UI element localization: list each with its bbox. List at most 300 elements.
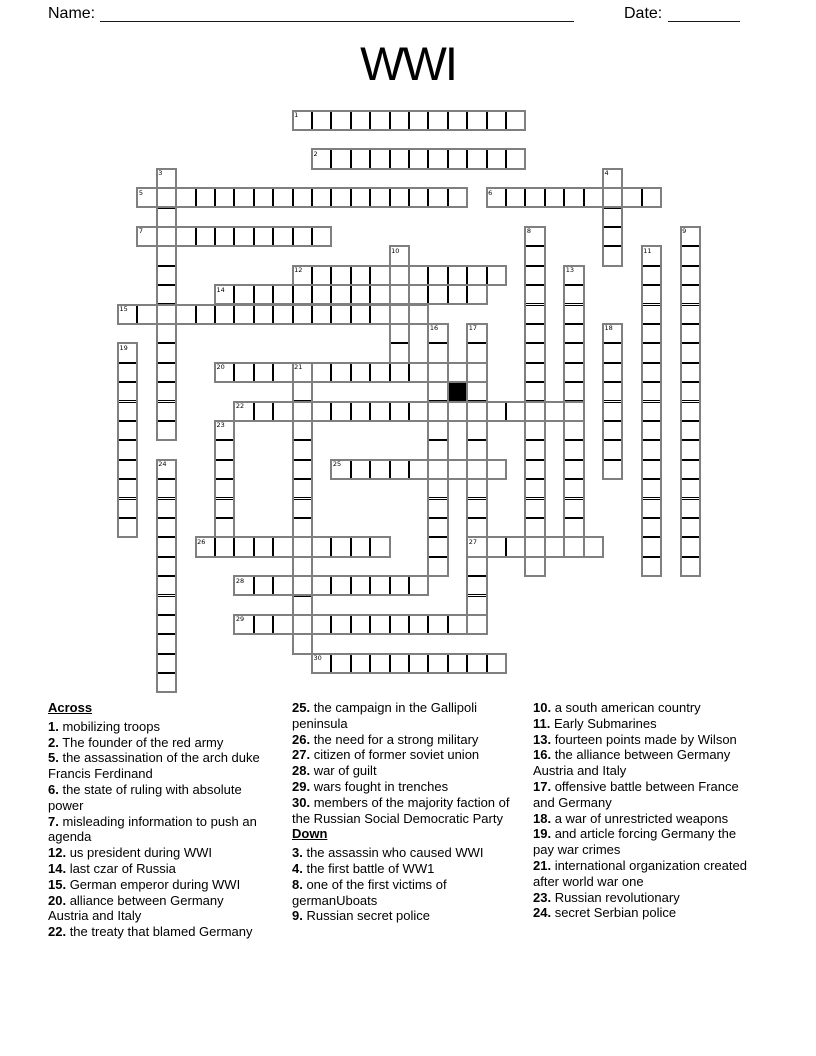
grid-cell[interactable] bbox=[273, 305, 292, 324]
grid-cell[interactable] bbox=[467, 285, 486, 304]
grid-cell[interactable] bbox=[603, 382, 622, 401]
grid-cell[interactable] bbox=[603, 402, 622, 421]
grid-cell[interactable] bbox=[312, 111, 331, 130]
grid-cell[interactable] bbox=[157, 557, 176, 576]
grid-cell[interactable] bbox=[448, 654, 467, 673]
grid-cell[interactable] bbox=[564, 363, 583, 382]
grid-cell[interactable] bbox=[467, 654, 486, 673]
grid-cell[interactable] bbox=[312, 305, 331, 324]
grid-cell[interactable] bbox=[370, 149, 389, 168]
grid-cell[interactable] bbox=[428, 499, 447, 518]
grid-cell[interactable] bbox=[564, 188, 583, 207]
grid-cell[interactable] bbox=[137, 227, 156, 246]
grid-cell[interactable] bbox=[331, 149, 350, 168]
grid-cell[interactable] bbox=[312, 227, 331, 246]
grid-cell[interactable] bbox=[293, 111, 312, 130]
grid-cell[interactable] bbox=[506, 402, 525, 421]
grid-cell[interactable] bbox=[234, 615, 253, 634]
grid-cell[interactable] bbox=[293, 440, 312, 459]
grid-cell[interactable] bbox=[545, 402, 564, 421]
grid-cell[interactable] bbox=[681, 382, 700, 401]
grid-cell[interactable] bbox=[390, 149, 409, 168]
grid-cell[interactable] bbox=[293, 402, 312, 421]
grid-cell[interactable] bbox=[215, 421, 234, 440]
grid-cell[interactable] bbox=[331, 615, 350, 634]
grid-cell[interactable] bbox=[196, 188, 215, 207]
grid-cell[interactable] bbox=[215, 460, 234, 479]
grid-cell[interactable] bbox=[351, 460, 370, 479]
grid-cell[interactable] bbox=[390, 402, 409, 421]
grid-cell[interactable] bbox=[312, 402, 331, 421]
grid-cell[interactable] bbox=[118, 460, 137, 479]
grid-cell[interactable] bbox=[642, 363, 661, 382]
grid-cell[interactable] bbox=[370, 188, 389, 207]
grid-cell[interactable] bbox=[409, 402, 428, 421]
grid-cell[interactable] bbox=[467, 149, 486, 168]
grid-cell[interactable] bbox=[215, 285, 234, 304]
grid-cell[interactable] bbox=[467, 363, 486, 382]
grid-cell[interactable] bbox=[409, 576, 428, 595]
grid-cell[interactable] bbox=[487, 149, 506, 168]
grid-cell[interactable] bbox=[273, 363, 292, 382]
grid-cell[interactable] bbox=[215, 227, 234, 246]
grid-cell[interactable] bbox=[331, 460, 350, 479]
grid-cell[interactable] bbox=[196, 305, 215, 324]
grid-cell[interactable] bbox=[331, 402, 350, 421]
grid-cell[interactable] bbox=[428, 382, 447, 401]
grid-cell[interactable] bbox=[351, 654, 370, 673]
grid-cell[interactable] bbox=[525, 440, 544, 459]
grid-cell[interactable] bbox=[157, 673, 176, 692]
grid-cell[interactable] bbox=[506, 149, 525, 168]
grid-cell[interactable] bbox=[525, 421, 544, 440]
grid-cell[interactable] bbox=[273, 285, 292, 304]
grid-cell[interactable] bbox=[157, 324, 176, 343]
grid-cell[interactable] bbox=[428, 111, 447, 130]
grid-cell[interactable] bbox=[196, 227, 215, 246]
grid-cell[interactable] bbox=[157, 421, 176, 440]
grid-cell[interactable] bbox=[273, 188, 292, 207]
grid-cell[interactable] bbox=[525, 227, 544, 246]
grid-cell[interactable] bbox=[118, 343, 137, 362]
grid-cell[interactable] bbox=[642, 305, 661, 324]
grid-cell[interactable] bbox=[331, 305, 350, 324]
grid-cell[interactable] bbox=[467, 499, 486, 518]
grid-cell[interactable] bbox=[234, 227, 253, 246]
grid-cell[interactable] bbox=[390, 246, 409, 265]
grid-cell[interactable] bbox=[331, 188, 350, 207]
grid-cell[interactable] bbox=[564, 402, 583, 421]
grid-cell[interactable] bbox=[370, 111, 389, 130]
grid-cell[interactable] bbox=[293, 421, 312, 440]
grid-cell[interactable] bbox=[564, 324, 583, 343]
grid-cell[interactable] bbox=[293, 518, 312, 537]
grid-cell[interactable] bbox=[254, 402, 273, 421]
grid-cell[interactable] bbox=[428, 518, 447, 537]
grid-cell[interactable] bbox=[525, 479, 544, 498]
grid-cell[interactable] bbox=[487, 188, 506, 207]
grid-cell[interactable] bbox=[467, 537, 486, 556]
grid-cell[interactable] bbox=[351, 111, 370, 130]
grid-cell[interactable] bbox=[681, 460, 700, 479]
grid-cell[interactable] bbox=[564, 537, 583, 556]
grid-cell[interactable] bbox=[118, 440, 137, 459]
grid-cell[interactable] bbox=[293, 305, 312, 324]
grid-cell[interactable] bbox=[157, 305, 176, 324]
grid-cell[interactable] bbox=[312, 363, 331, 382]
grid-cell[interactable] bbox=[273, 537, 292, 556]
grid-cell[interactable] bbox=[390, 266, 409, 285]
grid-cell[interactable] bbox=[390, 285, 409, 304]
grid-cell[interactable] bbox=[545, 188, 564, 207]
grid-cell[interactable] bbox=[642, 499, 661, 518]
grid-cell[interactable] bbox=[312, 188, 331, 207]
grid-cell[interactable] bbox=[370, 537, 389, 556]
grid-cell[interactable] bbox=[331, 654, 350, 673]
grid-cell[interactable] bbox=[254, 305, 273, 324]
grid-cell[interactable] bbox=[157, 460, 176, 479]
grid-cell[interactable] bbox=[331, 363, 350, 382]
grid-cell[interactable] bbox=[506, 111, 525, 130]
grid-cell[interactable] bbox=[467, 343, 486, 362]
grid-cell[interactable] bbox=[428, 266, 447, 285]
grid-cell[interactable] bbox=[681, 557, 700, 576]
grid-cell[interactable] bbox=[428, 421, 447, 440]
grid-cell[interactable] bbox=[312, 654, 331, 673]
grid-cell[interactable] bbox=[390, 460, 409, 479]
grid-cell[interactable] bbox=[487, 537, 506, 556]
grid-cell[interactable] bbox=[467, 266, 486, 285]
grid-cell[interactable] bbox=[157, 266, 176, 285]
grid-cell[interactable] bbox=[603, 363, 622, 382]
grid-cell[interactable] bbox=[603, 440, 622, 459]
grid-cell[interactable] bbox=[409, 654, 428, 673]
grid-cell[interactable] bbox=[467, 460, 486, 479]
grid-cell[interactable] bbox=[254, 615, 273, 634]
grid-cell[interactable] bbox=[525, 402, 544, 421]
grid-cell[interactable] bbox=[428, 615, 447, 634]
grid-cell[interactable] bbox=[293, 363, 312, 382]
grid-cell[interactable] bbox=[351, 285, 370, 304]
grid-cell[interactable] bbox=[428, 440, 447, 459]
grid-cell[interactable] bbox=[525, 285, 544, 304]
grid-cell[interactable] bbox=[448, 266, 467, 285]
grid-cell[interactable] bbox=[681, 421, 700, 440]
grid-cell[interactable] bbox=[234, 576, 253, 595]
grid-cell[interactable] bbox=[215, 537, 234, 556]
grid-cell[interactable] bbox=[506, 537, 525, 556]
grid-cell[interactable] bbox=[467, 518, 486, 537]
grid-cell[interactable] bbox=[603, 227, 622, 246]
grid-cell[interactable] bbox=[448, 402, 467, 421]
grid-cell[interactable] bbox=[564, 518, 583, 537]
grid-cell[interactable] bbox=[312, 615, 331, 634]
grid-cell[interactable] bbox=[234, 402, 253, 421]
grid-cell[interactable] bbox=[642, 188, 661, 207]
grid-cell[interactable] bbox=[370, 654, 389, 673]
grid-cell[interactable] bbox=[293, 285, 312, 304]
grid-cell[interactable] bbox=[293, 227, 312, 246]
grid-cell[interactable] bbox=[564, 440, 583, 459]
grid-cell[interactable] bbox=[428, 285, 447, 304]
grid-cell[interactable] bbox=[118, 421, 137, 440]
grid-cell[interactable] bbox=[118, 499, 137, 518]
grid-cell[interactable] bbox=[603, 421, 622, 440]
grid-cell[interactable] bbox=[157, 169, 176, 188]
grid-cell[interactable] bbox=[293, 460, 312, 479]
grid-cell[interactable] bbox=[642, 266, 661, 285]
grid-cell[interactable] bbox=[642, 285, 661, 304]
grid-cell[interactable] bbox=[409, 188, 428, 207]
grid-cell[interactable] bbox=[603, 343, 622, 362]
grid-cell[interactable] bbox=[428, 188, 447, 207]
grid-cell[interactable] bbox=[351, 537, 370, 556]
grid-cell[interactable] bbox=[157, 537, 176, 556]
grid-cell[interactable] bbox=[157, 363, 176, 382]
grid-cell[interactable] bbox=[622, 188, 641, 207]
grid-cell[interactable] bbox=[390, 111, 409, 130]
grid-cell[interactable] bbox=[467, 576, 486, 595]
grid-cell[interactable] bbox=[254, 363, 273, 382]
grid-cell[interactable] bbox=[681, 246, 700, 265]
grid-cell[interactable] bbox=[293, 615, 312, 634]
grid-cell[interactable] bbox=[525, 266, 544, 285]
grid-cell[interactable] bbox=[642, 479, 661, 498]
grid-cell[interactable] bbox=[157, 208, 176, 227]
grid-cell[interactable] bbox=[428, 479, 447, 498]
grid-cell[interactable] bbox=[254, 285, 273, 304]
grid-cell[interactable] bbox=[351, 149, 370, 168]
grid-cell[interactable] bbox=[642, 518, 661, 537]
grid-cell[interactable] bbox=[157, 227, 176, 246]
grid-cell[interactable] bbox=[234, 305, 253, 324]
grid-cell[interactable] bbox=[157, 634, 176, 653]
grid-cell[interactable] bbox=[448, 188, 467, 207]
grid-cell[interactable] bbox=[293, 266, 312, 285]
grid-cell[interactable] bbox=[390, 654, 409, 673]
grid-cell[interactable] bbox=[409, 111, 428, 130]
grid-cell[interactable] bbox=[312, 149, 331, 168]
grid-cell[interactable] bbox=[254, 576, 273, 595]
grid-cell[interactable] bbox=[564, 285, 583, 304]
grid-cell[interactable] bbox=[390, 615, 409, 634]
grid-cell[interactable] bbox=[351, 576, 370, 595]
grid-cell[interactable] bbox=[234, 537, 253, 556]
grid-cell[interactable] bbox=[642, 537, 661, 556]
grid-cell[interactable] bbox=[525, 537, 544, 556]
grid-cell[interactable] bbox=[506, 188, 525, 207]
grid-cell[interactable] bbox=[351, 266, 370, 285]
grid-cell[interactable] bbox=[525, 460, 544, 479]
grid-cell[interactable] bbox=[370, 285, 389, 304]
grid-cell[interactable] bbox=[409, 285, 428, 304]
grid-cell[interactable] bbox=[370, 615, 389, 634]
grid-cell[interactable] bbox=[467, 324, 486, 343]
grid-cell[interactable] bbox=[390, 363, 409, 382]
grid-cell[interactable] bbox=[603, 246, 622, 265]
grid-cell[interactable] bbox=[215, 188, 234, 207]
grid-cell[interactable] bbox=[428, 654, 447, 673]
grid-cell[interactable] bbox=[215, 440, 234, 459]
grid-cell[interactable] bbox=[215, 363, 234, 382]
grid-cell[interactable] bbox=[428, 460, 447, 479]
grid-cell[interactable] bbox=[390, 576, 409, 595]
grid-cell[interactable] bbox=[390, 305, 409, 324]
grid-cell[interactable] bbox=[487, 654, 506, 673]
grid-cell[interactable] bbox=[467, 596, 486, 615]
grid-cell[interactable] bbox=[564, 460, 583, 479]
grid-cell[interactable] bbox=[642, 421, 661, 440]
grid-cell[interactable] bbox=[118, 402, 137, 421]
grid-cell[interactable] bbox=[564, 343, 583, 362]
grid-cell[interactable] bbox=[467, 382, 486, 401]
grid-cell[interactable] bbox=[525, 343, 544, 362]
grid-cell[interactable] bbox=[525, 188, 544, 207]
grid-cell[interactable] bbox=[176, 227, 195, 246]
grid-cell[interactable] bbox=[409, 460, 428, 479]
grid-cell[interactable] bbox=[390, 343, 409, 362]
grid-cell[interactable] bbox=[525, 363, 544, 382]
grid-cell[interactable] bbox=[312, 285, 331, 304]
grid-cell[interactable] bbox=[681, 363, 700, 382]
grid-cell[interactable] bbox=[642, 324, 661, 343]
grid-cell[interactable] bbox=[118, 363, 137, 382]
grid-cell[interactable] bbox=[467, 479, 486, 498]
grid-cell[interactable] bbox=[603, 208, 622, 227]
grid-cell[interactable] bbox=[351, 402, 370, 421]
grid-cell[interactable] bbox=[312, 537, 331, 556]
grid-cell[interactable] bbox=[525, 499, 544, 518]
grid-cell[interactable] bbox=[525, 518, 544, 537]
grid-cell[interactable] bbox=[681, 440, 700, 459]
grid-cell[interactable] bbox=[428, 557, 447, 576]
grid-cell[interactable] bbox=[157, 343, 176, 362]
grid-cell[interactable] bbox=[467, 111, 486, 130]
grid-cell[interactable] bbox=[584, 537, 603, 556]
grid-cell[interactable] bbox=[584, 188, 603, 207]
grid-cell[interactable] bbox=[681, 343, 700, 362]
grid-cell[interactable] bbox=[487, 111, 506, 130]
grid-cell[interactable] bbox=[351, 305, 370, 324]
grid-cell[interactable] bbox=[370, 363, 389, 382]
grid-cell[interactable] bbox=[137, 305, 156, 324]
grid-cell[interactable] bbox=[157, 246, 176, 265]
grid-cell[interactable] bbox=[448, 149, 467, 168]
grid-cell[interactable] bbox=[428, 402, 447, 421]
grid-cell[interactable] bbox=[603, 324, 622, 343]
grid-cell[interactable] bbox=[215, 305, 234, 324]
grid-cell[interactable] bbox=[234, 188, 253, 207]
grid-cell[interactable] bbox=[254, 188, 273, 207]
grid-cell[interactable] bbox=[331, 111, 350, 130]
grid-cell[interactable] bbox=[525, 557, 544, 576]
grid-cell[interactable] bbox=[273, 615, 292, 634]
grid-cell[interactable] bbox=[525, 305, 544, 324]
grid-cell[interactable] bbox=[467, 402, 486, 421]
grid-cell[interactable] bbox=[351, 188, 370, 207]
grid-cell[interactable] bbox=[487, 402, 506, 421]
grid-cell[interactable] bbox=[157, 615, 176, 634]
grid-cell[interactable] bbox=[409, 266, 428, 285]
grid-cell[interactable] bbox=[681, 537, 700, 556]
grid-cell[interactable] bbox=[118, 382, 137, 401]
grid-cell[interactable] bbox=[525, 382, 544, 401]
grid-cell[interactable] bbox=[681, 518, 700, 537]
grid-cell[interactable] bbox=[157, 382, 176, 401]
grid-cell[interactable] bbox=[215, 479, 234, 498]
grid-cell[interactable] bbox=[467, 615, 486, 634]
grid-cell[interactable] bbox=[293, 634, 312, 653]
grid-cell[interactable] bbox=[564, 266, 583, 285]
grid-cell[interactable] bbox=[157, 499, 176, 518]
grid-cell[interactable] bbox=[331, 285, 350, 304]
grid-cell[interactable] bbox=[681, 227, 700, 246]
grid-cell[interactable] bbox=[118, 518, 137, 537]
grid-cell[interactable] bbox=[312, 266, 331, 285]
grid-cell[interactable] bbox=[642, 246, 661, 265]
grid-cell[interactable] bbox=[603, 188, 622, 207]
grid-cell[interactable] bbox=[448, 363, 467, 382]
grid-cell[interactable] bbox=[467, 440, 486, 459]
grid-cell[interactable] bbox=[331, 576, 350, 595]
grid-cell[interactable] bbox=[681, 285, 700, 304]
grid-cell[interactable] bbox=[196, 537, 215, 556]
grid-cell[interactable] bbox=[215, 499, 234, 518]
grid-cell[interactable] bbox=[273, 402, 292, 421]
grid-cell[interactable] bbox=[681, 499, 700, 518]
grid-cell[interactable] bbox=[487, 266, 506, 285]
grid-cell[interactable] bbox=[370, 305, 389, 324]
grid-cell[interactable] bbox=[157, 576, 176, 595]
grid-cell[interactable] bbox=[448, 285, 467, 304]
grid-cell[interactable] bbox=[351, 363, 370, 382]
grid-cell[interactable] bbox=[564, 382, 583, 401]
grid-cell[interactable] bbox=[428, 363, 447, 382]
grid-cell[interactable] bbox=[642, 440, 661, 459]
grid-cell[interactable] bbox=[293, 499, 312, 518]
grid-cell[interactable] bbox=[312, 576, 331, 595]
grid-cell[interactable] bbox=[157, 402, 176, 421]
grid-cell[interactable] bbox=[157, 596, 176, 615]
grid-cell[interactable] bbox=[642, 402, 661, 421]
grid-cell[interactable] bbox=[390, 324, 409, 343]
grid-cell[interactable] bbox=[273, 227, 292, 246]
grid-cell[interactable] bbox=[681, 266, 700, 285]
grid-cell[interactable] bbox=[467, 421, 486, 440]
grid-cell[interactable] bbox=[409, 363, 428, 382]
grid-cell[interactable] bbox=[487, 460, 506, 479]
grid-cell[interactable] bbox=[157, 285, 176, 304]
grid-cell[interactable] bbox=[564, 421, 583, 440]
grid-cell[interactable] bbox=[409, 305, 428, 324]
grid-cell[interactable] bbox=[293, 382, 312, 401]
grid-cell[interactable] bbox=[409, 149, 428, 168]
grid-cell[interactable] bbox=[176, 188, 195, 207]
grid-cell[interactable] bbox=[118, 479, 137, 498]
grid-cell[interactable] bbox=[370, 266, 389, 285]
grid-cell[interactable] bbox=[642, 460, 661, 479]
grid-cell[interactable] bbox=[176, 305, 195, 324]
grid-cell[interactable] bbox=[331, 537, 350, 556]
grid-cell[interactable] bbox=[293, 537, 312, 556]
grid-cell[interactable] bbox=[409, 615, 428, 634]
grid-cell[interactable] bbox=[293, 576, 312, 595]
grid-cell[interactable] bbox=[157, 188, 176, 207]
grid-cell[interactable] bbox=[157, 518, 176, 537]
grid-cell[interactable] bbox=[157, 479, 176, 498]
grid-cell[interactable] bbox=[234, 285, 253, 304]
grid-cell[interactable] bbox=[370, 576, 389, 595]
